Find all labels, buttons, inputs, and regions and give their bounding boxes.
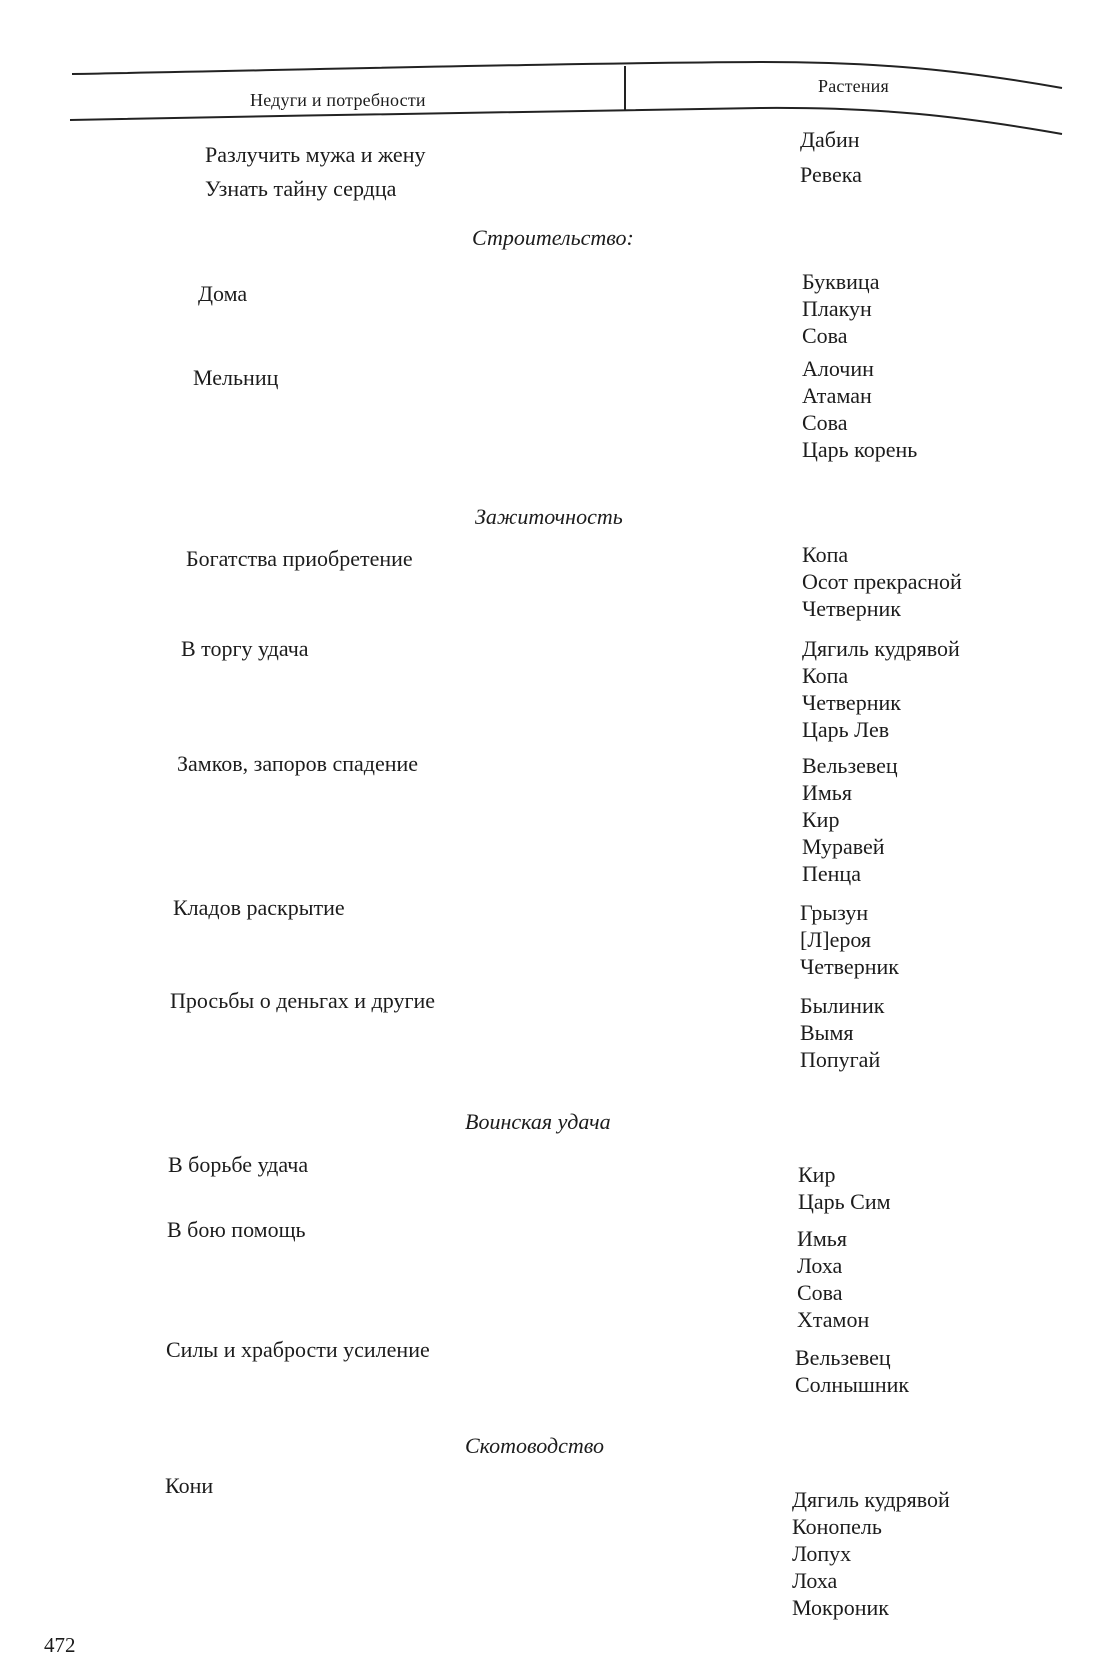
plant-list — [797, 1225, 869, 1333]
plant-name: Мокроник — [792, 1595, 889, 1620]
plant-list — [800, 899, 899, 980]
plant-name: Сова — [797, 1280, 843, 1305]
need-label: Дома — [198, 281, 248, 306]
plant-list — [792, 1486, 950, 1621]
need-label: В борьбе удача — [168, 1152, 309, 1177]
plant-list — [802, 635, 960, 743]
plant-name: Лоха — [792, 1568, 838, 1593]
need-label: В торгу удача — [181, 636, 309, 661]
plant-name: Атаман — [802, 383, 872, 408]
plant-name: Алочин — [802, 356, 874, 381]
column-header-plants: Растения — [818, 76, 889, 96]
page-number: 472 — [44, 1633, 76, 1657]
plant-list — [802, 752, 898, 887]
plant-name: Осот прекрасной — [802, 569, 962, 594]
plant-list — [795, 1344, 909, 1398]
plant-name: Копа — [802, 663, 849, 688]
need-label: Просьбы о деньгах и другие — [170, 988, 435, 1013]
plant-name: Имья — [802, 780, 852, 805]
plant-name: Имья — [797, 1226, 847, 1251]
plant-name: Дягиль кудрявой — [802, 636, 960, 661]
section-heading: Зажиточность — [475, 504, 623, 529]
plant-name: Пенца — [802, 861, 861, 886]
need-label: Кладов раскрытие — [173, 895, 345, 920]
need-label: В бою помощь — [167, 1217, 306, 1242]
plant-name: Лоха — [797, 1253, 843, 1278]
plant-name: Былиник — [800, 993, 885, 1018]
plant-name: Лопух — [792, 1541, 852, 1566]
plant-name: [Л]ероя — [800, 927, 872, 952]
plant-name: Ревека — [800, 162, 862, 187]
plant-name: Солнышник — [795, 1372, 910, 1397]
section-heading: Строительство: — [472, 225, 634, 250]
section-heading: Воинская удача — [465, 1109, 611, 1134]
plant-name: Вымя — [800, 1020, 854, 1045]
need-label: Кони — [165, 1473, 214, 1498]
plant-name: Буквица — [802, 269, 880, 294]
plant-name: Кир — [798, 1162, 836, 1187]
plant-name: Четверник — [800, 954, 899, 979]
plant-name: Муравей — [802, 834, 885, 859]
plant-name: Дабин — [800, 127, 860, 152]
table-header-rules — [0, 0, 1100, 150]
plant-name: Грызун — [800, 900, 869, 925]
plant-name: Вельзевец — [802, 753, 898, 778]
plant-name: Копа — [802, 542, 849, 567]
need-label: Замков, запоров спадение — [177, 751, 419, 776]
plant-name: Конопель — [792, 1514, 882, 1539]
section-heading: Скотоводство — [465, 1433, 605, 1458]
need-label: Узнать тайну сердца — [205, 176, 397, 201]
plant-name: Кир — [802, 807, 840, 832]
plant-name: Дягиль кудрявой — [792, 1487, 950, 1512]
plant-name: Четверник — [802, 690, 901, 715]
need-label: Мельниц — [193, 365, 279, 390]
plant-name: Царь корень — [802, 437, 918, 462]
plant-name: Сова — [802, 410, 848, 435]
plant-name: Царь Лев — [802, 717, 890, 742]
plant-list — [800, 126, 860, 153]
plant-list — [800, 992, 884, 1073]
plant-list — [798, 1161, 891, 1215]
plant-list — [800, 161, 862, 188]
plant-name: Четверник — [802, 596, 901, 621]
plant-name: Царь Сим — [798, 1189, 891, 1214]
plant-name: Плакун — [802, 296, 872, 321]
need-label: Разлучить мужа и жену — [205, 142, 426, 167]
plant-list — [802, 355, 917, 463]
plant-name: Хтамон — [797, 1307, 870, 1332]
need-label: Богатства приобретение — [186, 546, 413, 571]
plant-name: Попугай — [800, 1047, 881, 1072]
plant-list — [802, 268, 879, 349]
plant-name: Сова — [802, 323, 848, 348]
need-label: Силы и храбрости усиление — [166, 1337, 430, 1362]
plant-list — [802, 541, 962, 622]
column-header-needs: Недуги и потребности — [250, 90, 426, 110]
plant-name: Вельзевец — [795, 1345, 891, 1370]
